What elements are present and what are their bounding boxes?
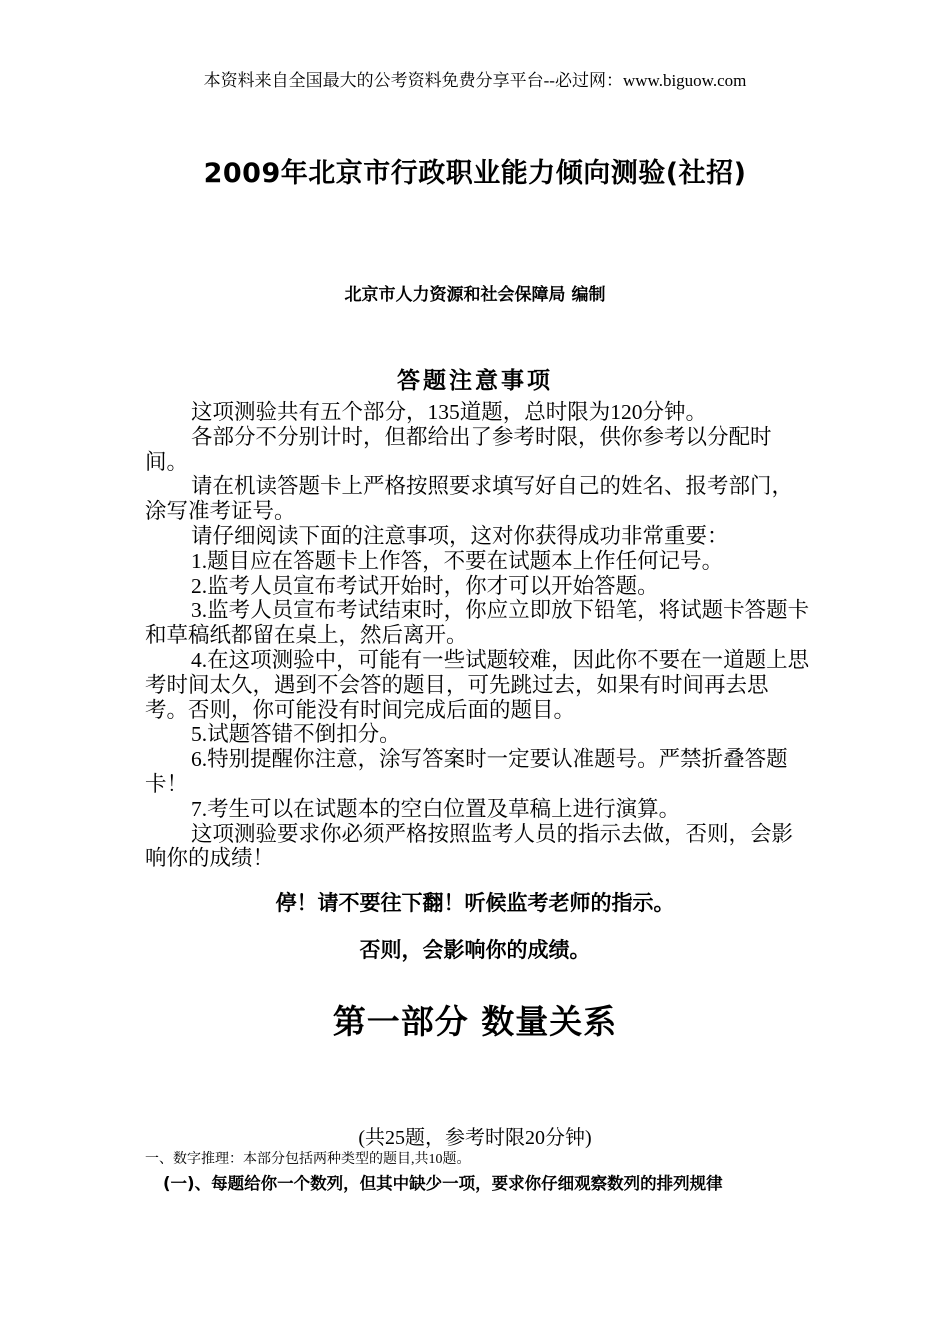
part-title: 第一部分 数量关系 bbox=[332, 1002, 618, 1041]
section-intro: 一、数字推理：本部分包括两种类型的题目,共10题。 bbox=[145, 1152, 471, 1167]
document-title: 2009年北京市行政职业能力倾向测验(社招) bbox=[203, 158, 747, 189]
subsection-intro: (一)、每题给你一个数列，但其中缺少一项，要求你仔细观察数列的排列规律 bbox=[163, 1174, 723, 1193]
notice-paragraph: 这项测验要求你必须严格按照监考人员的指示去做，否则，会影响你的成绩！ bbox=[145, 821, 794, 871]
notice-paragraph: 请仔细阅读下面的注意事项，这对你获得成功非常重要： bbox=[191, 523, 729, 548]
stop-warning: 停！请不要往下翻！听候监考老师的指示。 bbox=[275, 891, 675, 915]
notice-paragraph: 1.题目应在答题卡上作答，不要在试题本上作任何记号。 bbox=[191, 548, 724, 573]
issuer-line: 北京市人力资源和社会保障局 编制 bbox=[344, 285, 606, 305]
notice-paragraph: 各部分不分别计时，但都给出了参考时限，供你参考以分配时间。 bbox=[145, 424, 772, 474]
notice-paragraph: 7.考生可以在试题本的空白位置及草稿上进行演算。 bbox=[191, 796, 681, 821]
stop-warning-consequence: 否则，会影响你的成绩。 bbox=[359, 938, 591, 962]
notice-paragraph: 4.在这项测验中，可能有一些试题较难，因此你不要在一道题上思考时间太久，遇到不会答的题目，可先跳过去，如果有时间再去思考。否则，你可能没有时间完成后面的题目。 bbox=[145, 647, 810, 722]
notice-paragraph: 请在机读答题卡上严格按照要求填写好自己的姓名、报考部门，涂写准考证号。 bbox=[145, 474, 794, 524]
notice-paragraph: 2.监考人员宣布考试开始时，你才可以开始答题。 bbox=[191, 573, 659, 598]
notice-body bbox=[145, 400, 810, 871]
notice-paragraph: 3.监考人员宣布考试结束时，你应立即放下铅笔，将试题卡答题卡和草稿纸都留在桌上，然后离开。 bbox=[145, 598, 810, 648]
part-subtitle: (共25题，参考时限20分钟) bbox=[358, 1127, 592, 1149]
notice-heading: 答题注意事项 bbox=[397, 368, 553, 394]
source-note: 本资料来自全国最大的公考资料免费分享平台--必过网：www.biguow.com bbox=[203, 71, 747, 90]
notice-paragraph: 5.试题答错不倒扣分。 bbox=[191, 722, 401, 747]
notice-paragraph: 6.特别提醒你注意，涂写答案时一定要认准题号。严禁折叠答题卡！ bbox=[145, 747, 788, 796]
notice-paragraph: 这项测验共有五个部分，135道题，总时限为120分钟。 bbox=[191, 400, 708, 424]
